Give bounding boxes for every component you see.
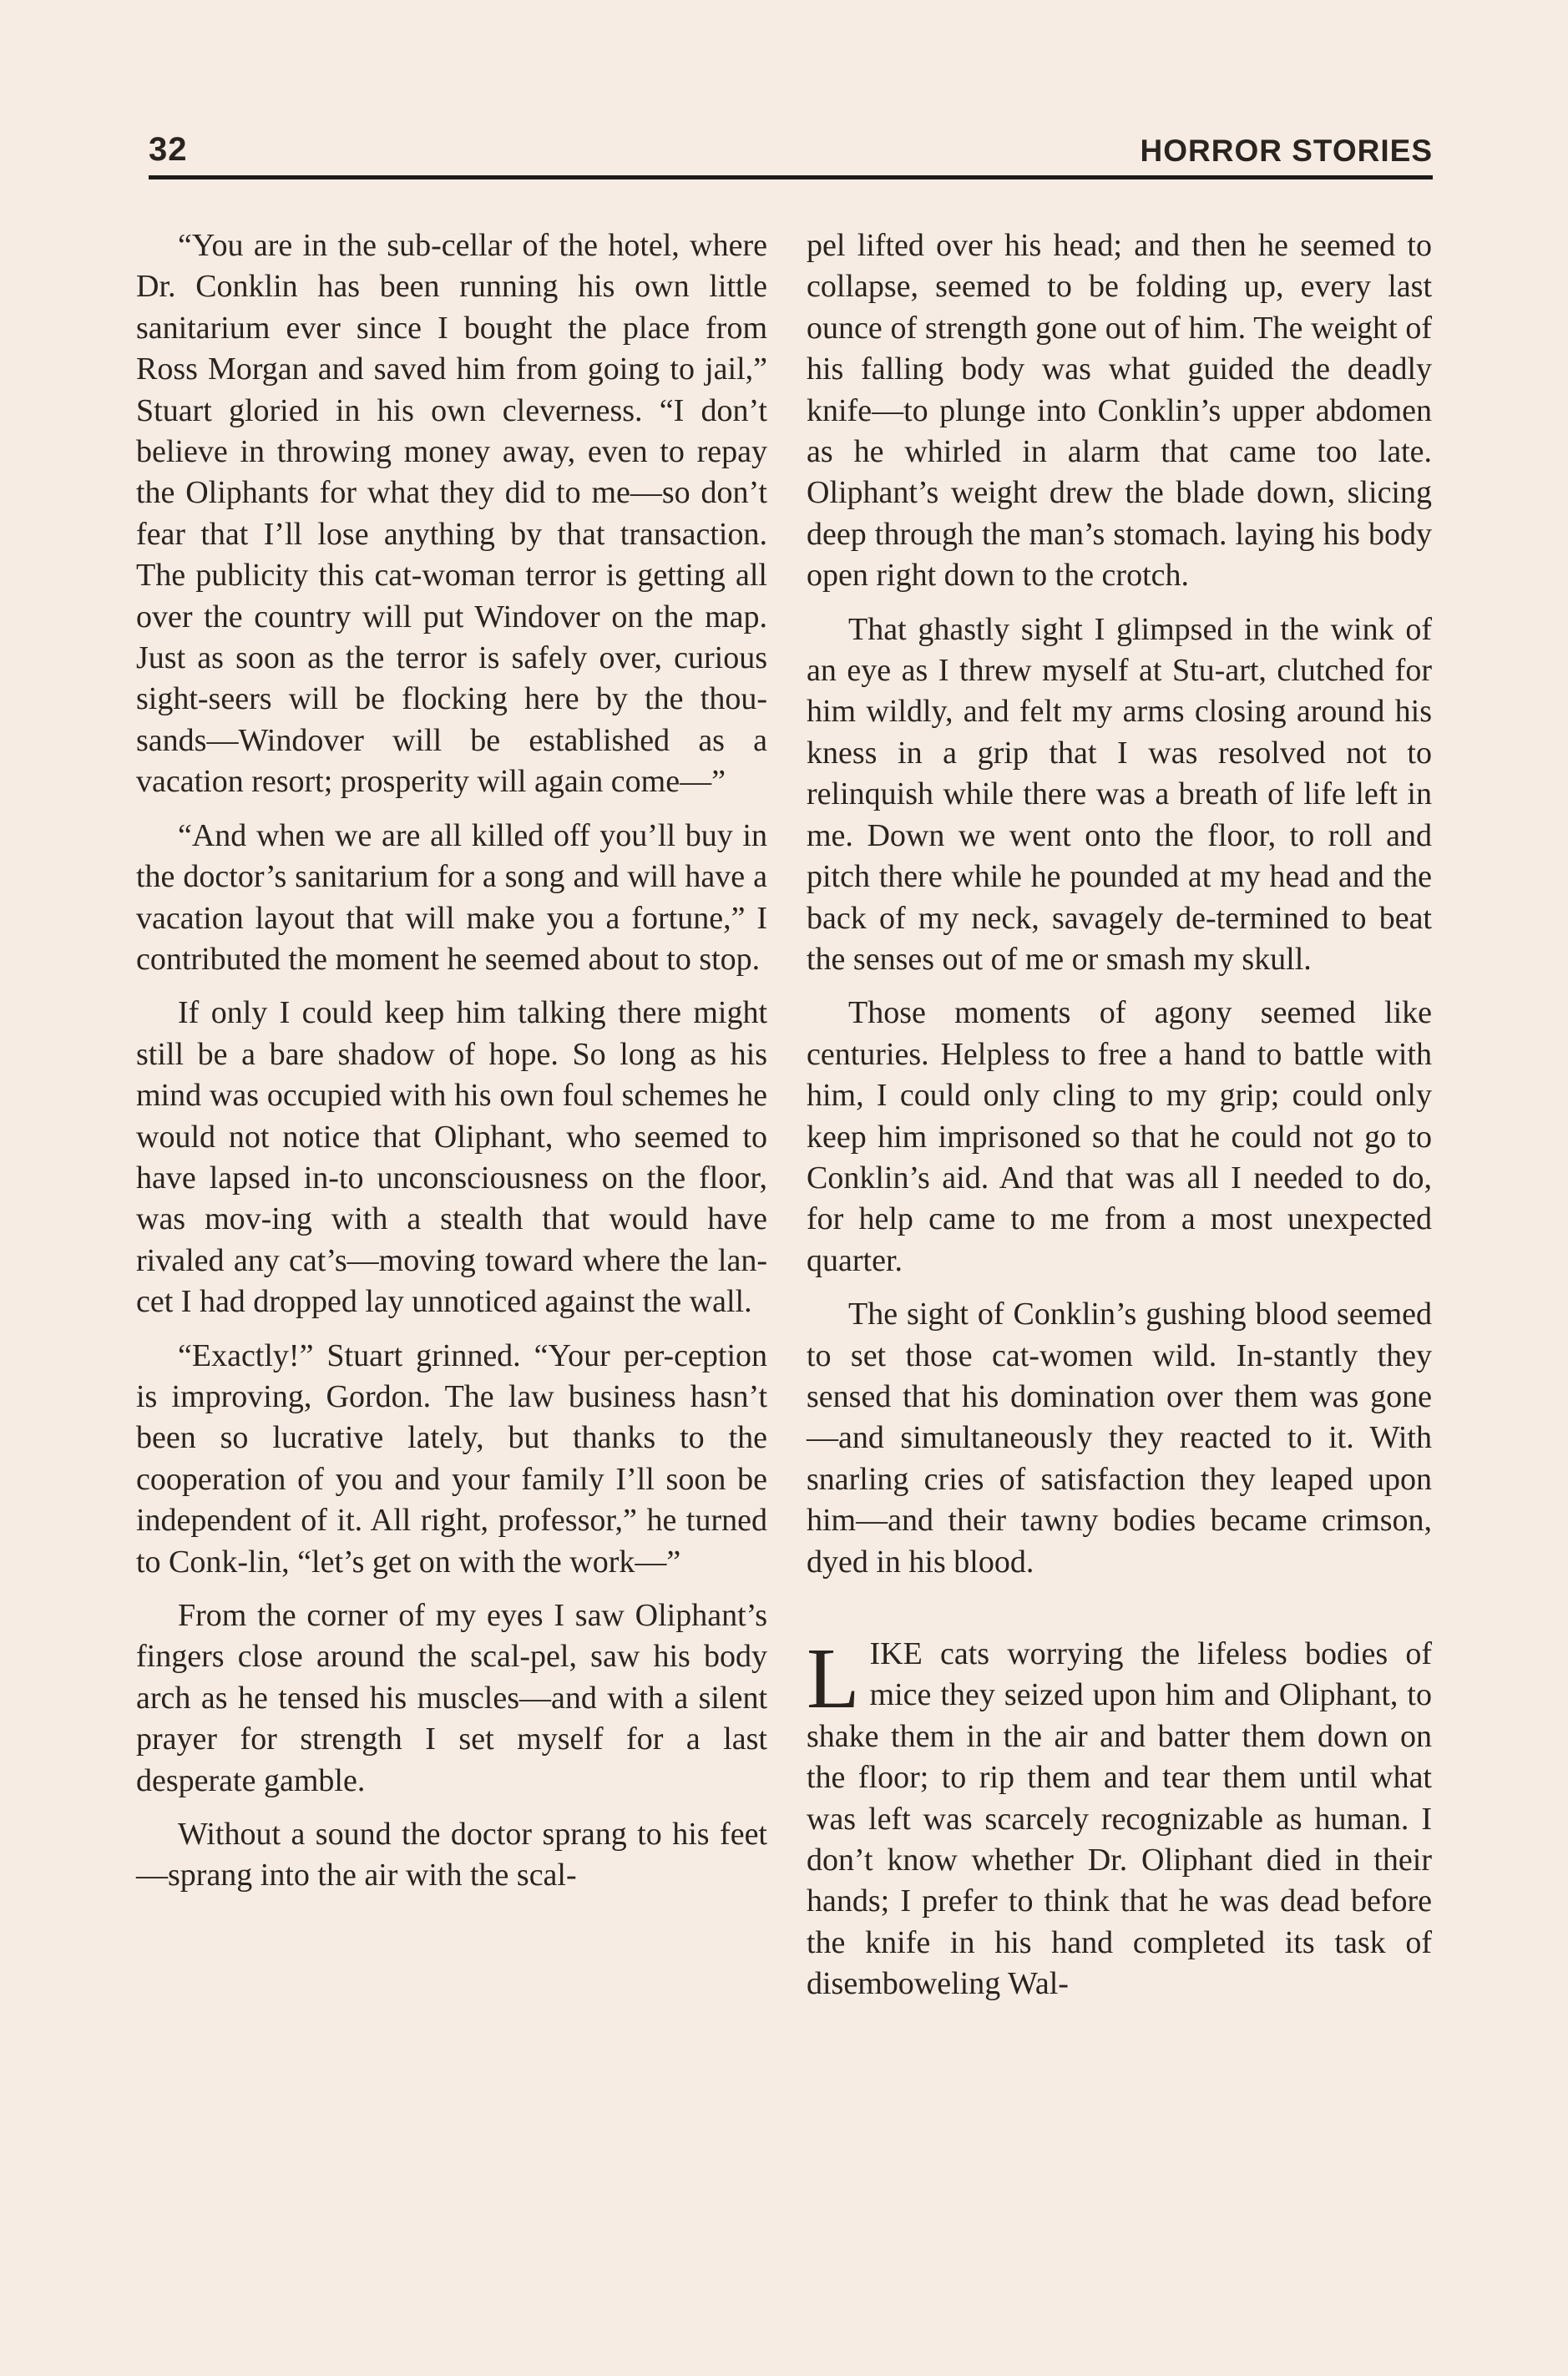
right-column [807, 225, 1432, 2018]
left-column [136, 225, 767, 1909]
paragraph: From the corner of my eyes I saw Oliphant’s fingers close around the scal-pel, saw his body arch as he tensed his muscles—and with a silent prayer for strength I set myself for a last desperate gamble. [136, 1598, 767, 1798]
paragraph: “You are in the sub-cellar of the hotel, where Dr. Conklin has been running his own little sanitarium ever since I bought the place from Ross Morgan and saved him from going to jail,” Stuart gloried in his own cleverness. “I don’t believe in throwing money away, even to repay the Oliphants for what they did to me—so don’t fear that I’ll lose anything by that transaction. The publicity this cat-woman terror is getting all over the country will put Windover on the map. Just as soon as the terror is safely over, curious sight-seers will be flocking here by the thou-sands—Windover will be established as a vacation resort; prosperity will again come—” [136, 228, 767, 800]
page-header [149, 125, 1433, 179]
dropcap-paragraph [807, 1630, 1432, 2005]
section-break [807, 1595, 1432, 1634]
paragraph: That ghastly sight I glimpsed in the wink of an eye as I threw myself at Stu-art, clutched for him wildly, and felt my arms closing around his kness in a grip that I was resolved not to relinquish while there was a breath of life left in me. Down we went onto the floor, to roll and pitch there while he pounded at my head and the back of my neck, savagely de-termined to beat the senses out of me or smash my skull. [807, 611, 1432, 977]
paragraph: “And when we are all killed off you’ll buy in the doctor’s sanitarium for a song and will have a vacation layout that will make you a fortune,” I contributed the moment he seemed about to stop. [136, 817, 767, 977]
paragraph-text: IKE cats worrying the lifeless bodies of mice they seized upon him and Oliphant, to shake them in the air and batter them down on the floor; to rip them and tear them until what was left was scarcely recognizable as human. I don’t know whether Dr. Oliphant died in their hands; I prefer to think that he was dead before the knife in his hand completed its task of disemboweling Wal- [807, 1636, 1432, 2002]
running-head-title: HORROR STORIES [1140, 134, 1433, 168]
paragraph: If only I could keep him talking there might still be a bare shadow of hope. So long as his mind was occupied with his own foul schemes he would not notice that Oliphant, who seemed to have lapsed in-to unconsciousness on the floor, was mov-ing with a stealth that would have rivaled any cat’s—moving toward where the lan-cet I had dropped lay unnoticed against the wall. [136, 995, 767, 1320]
paragraph: Those moments of agony seemed like centuries. Helpless to free a hand to battle with him, I could only cling to my grip; could only keep him imprisoned so that he could not go to Conklin’s aid. And that was all I needed to do, for help came to me from a most unexpected quarter. [807, 995, 1432, 1278]
paragraph-continued: pel lifted over his head; and then he seemed to collapse, seemed to be folding up, every last ounce of strength gone out of him. The weight of his falling body was what guided the deadly knife—to plunge into Conklin’s upper abdomen as he whirled in alarm that came too late. Oliphant’s weight drew the blade down, slicing deep through the man’s stomach. laying his body open right down to the crotch. [807, 228, 1432, 594]
page-number: 32 [149, 131, 188, 168]
drop-cap-letter: L [807, 1630, 860, 1726]
paragraph: The sight of Conklin’s gushing blood seemed to set those cat-women wild. In-stantly they sensed that his domination over them was gone—and simultaneously they reacted to it. With snarling cries of satisfaction they leaped upon him—and their tawny bodies became crimson, dyed in his blood. [807, 1297, 1432, 1580]
paragraph: Without a sound the doctor sprang to his feet—sprang into the air with the scal- [136, 1817, 767, 1893]
paragraph: “Exactly!” Stuart grinned. “Your per-ception is improving, Gordon. The law business hasn’t been so lucrative lately, but thanks to the cooperation of you and your family I’ll soon be independent of it. All right, professor,” he turned to Conk-lin, “let’s get on with the work—” [136, 1337, 767, 1580]
